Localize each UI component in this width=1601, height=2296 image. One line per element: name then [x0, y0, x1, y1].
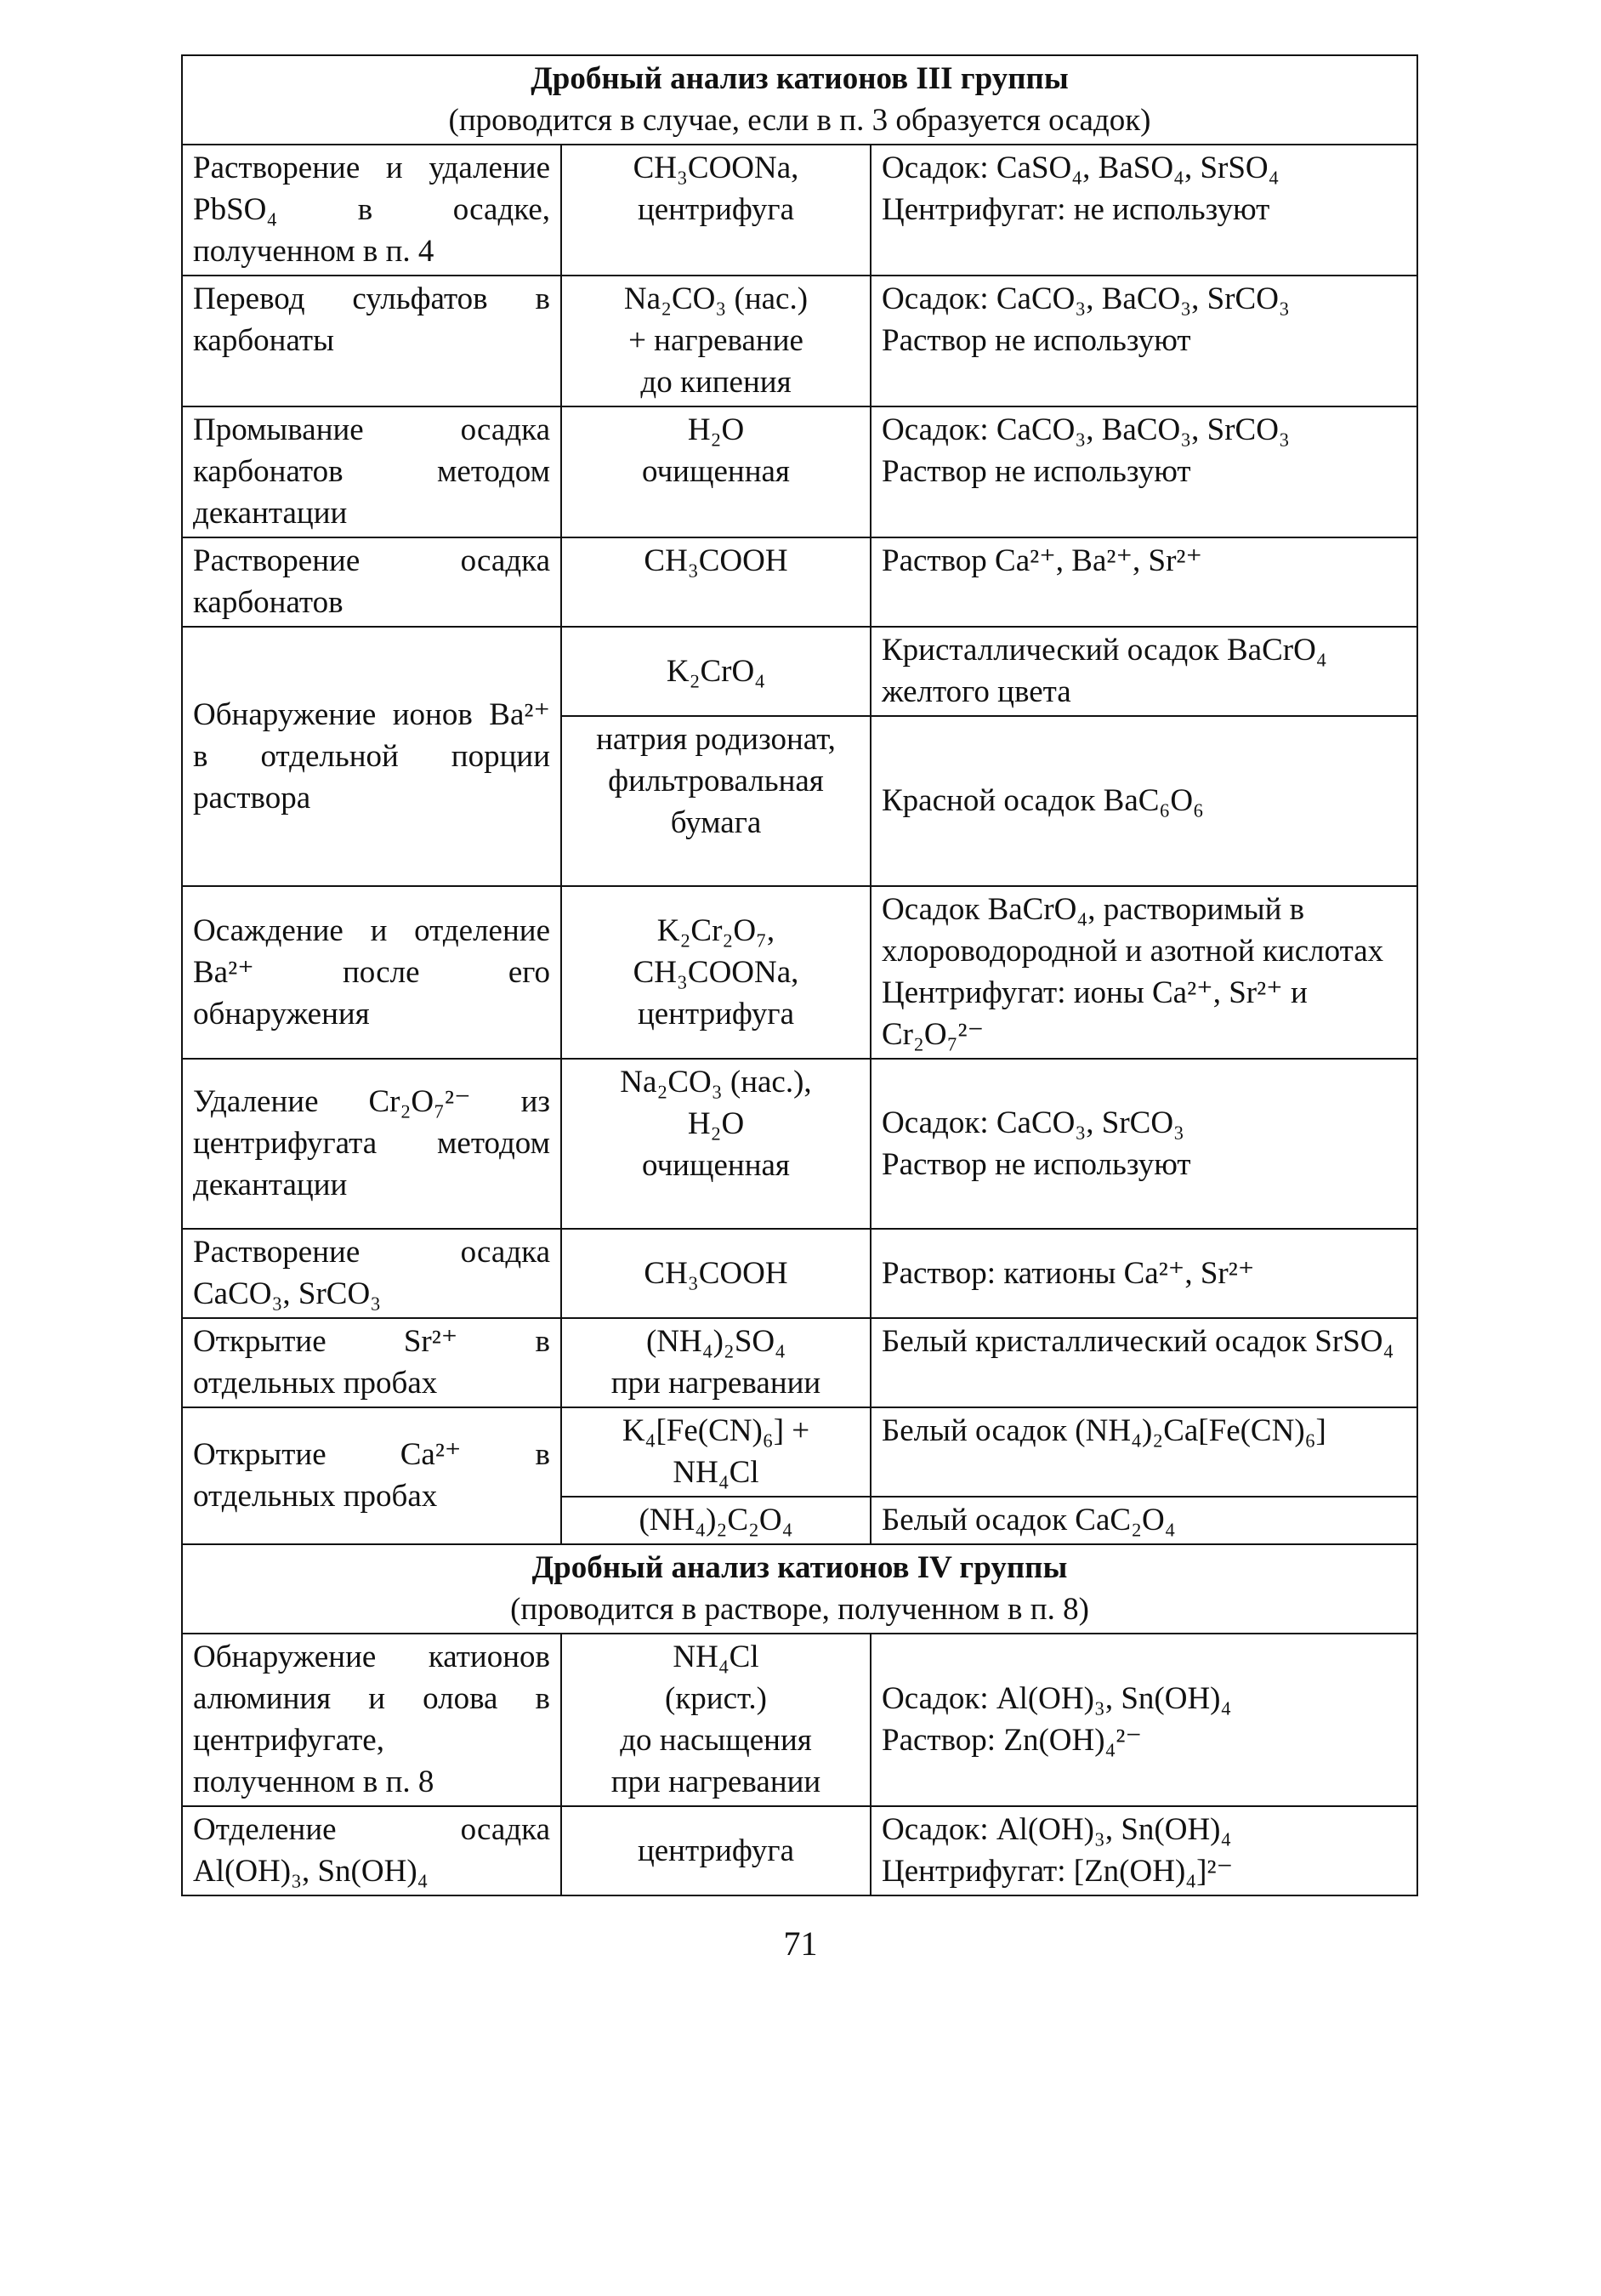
table-row: [182, 1407, 1417, 1497]
operation-cell: Открытие Sr²⁺ в отдельных пробах: [182, 1318, 561, 1407]
table-row: [182, 1806, 1417, 1895]
table-row: [182, 537, 1417, 627]
result-cell: [871, 1059, 1417, 1229]
result-cell: Красной осадок BaC₆O₆: [871, 716, 1417, 886]
result-cell: Белый осадок CaC₂O₄: [871, 1497, 1417, 1544]
reagent-cell: [561, 1059, 871, 1229]
table-row: [182, 1318, 1417, 1407]
result-cell: [871, 1634, 1417, 1806]
reagent-text: H₂O очищенная: [642, 412, 790, 489]
table-row: [182, 627, 1417, 716]
reagent-text: Na₂CO₃ (нас.) + нагревание до кипения: [623, 281, 809, 400]
reagent-text: (NH₄)₂SO₄ при нагревании: [610, 1324, 821, 1401]
table-row: [182, 406, 1417, 537]
operation-cell: Осаждение и отделение Ba²⁺ после его обнаружения: [182, 886, 561, 1059]
result-text: Осадок: CaSO₄, BaSO₄, SrSO₄ Центрифугат: не используют: [882, 151, 1280, 227]
section-header-group-4: [182, 1544, 1417, 1634]
table-row: [182, 145, 1417, 276]
result-cell: [871, 406, 1417, 537]
result-text: Осадок: Al(OH)₃, Sn(OH)₄ Раствор: Zn(OH)₄²⁻: [882, 1681, 1232, 1758]
reagent-cell: центрифуга: [561, 1806, 871, 1895]
operation-cell: Растворение и удаление PbSO₄ в осадке, полученном в п. 4: [182, 145, 561, 276]
result-cell: Осадок BaCrO₄, растворимый в хлороводородной и азотной кислотах Центрифугат: ионы Ca²⁺, Sr²⁺ и Cr₂O₇²⁻: [871, 886, 1417, 1059]
section-title: Дробный анализ катионов IV группы: [531, 1550, 1068, 1585]
reagent-text: NH₄Cl (крист.) до насыщения при нагревании: [610, 1640, 821, 1799]
section-header-row: [182, 1544, 1417, 1634]
section-title: Дробный анализ катионов III группы: [531, 61, 1069, 96]
reagent-text: Na₂CO₃ (нас.), H₂O очищенная: [620, 1065, 812, 1183]
result-cell: Раствор: катионы Ca²⁺, Sr²⁺: [871, 1229, 1417, 1318]
reagent-cell: [561, 886, 871, 1059]
reagent-cell: CH₃COOH: [561, 1229, 871, 1318]
reagent-cell: (NH₄)₂C₂O₄: [561, 1497, 871, 1544]
result-cell: [871, 1806, 1417, 1895]
reagent-cell: [561, 406, 871, 537]
result-cell: [871, 276, 1417, 406]
result-text: Осадок: CaCO₃, BaCO₃, SrCO₃ Раствор не используют: [882, 412, 1290, 489]
operation-cell: Обнаружение катионов алюминия и олова в центрифугате, полученном в п. 8: [182, 1634, 561, 1806]
table-row: [182, 1634, 1417, 1806]
result-cell: [871, 145, 1417, 276]
operation-cell: Растворение осадка CaCO₃, SrCO₃: [182, 1229, 561, 1318]
operation-cell: Промывание осадка карбонатов методом декантации: [182, 406, 561, 537]
operation-cell: Перевод сульфатов в карбонаты: [182, 276, 561, 406]
reagent-text: натрия родизонат, фильтровальная бумага: [596, 722, 836, 840]
operation-cell: Обнаружение ионов Ba²⁺ в отдельной порции раствора: [182, 627, 561, 886]
table-row: [182, 276, 1417, 406]
reagent-cell: [561, 716, 871, 886]
reagent-cell: [561, 276, 871, 406]
table-row: [182, 1059, 1417, 1229]
page-number: 71: [783, 1924, 818, 1963]
reagent-text: K₂Cr₂O₇, CH₃COONa, центрифуга: [633, 912, 799, 1031]
reagent-cell: CH₃COOH: [561, 537, 871, 627]
reagent-cell: [561, 1407, 871, 1497]
cation-analysis-table: [181, 54, 1418, 1896]
section-subtitle: (проводится в растворе, полученном в п. 8): [510, 1592, 1089, 1627]
section-header-row: [182, 55, 1417, 145]
section-subtitle: (проводится в случае, если в п. 3 образуется осадок): [448, 103, 1151, 138]
table-row: [182, 886, 1417, 1059]
reagent-text: K₄[Fe(CN)₆] + NH₄Cl: [622, 1413, 810, 1490]
operation-cell: Растворение осадка карбонатов: [182, 537, 561, 627]
result-text: Осадок: CaCO₃, SrCO₃ Раствор не используют: [882, 1105, 1191, 1182]
operation-cell: Отделение осадка Al(OH)₃, Sn(OH)₄: [182, 1806, 561, 1895]
result-text: Осадок: CaCO₃, BaCO₃, SrCO₃ Раствор не используют: [882, 281, 1290, 358]
reagent-cell: [561, 1634, 871, 1806]
section-header-group-3: [182, 55, 1417, 145]
result-cell: Кристаллический осадок BaCrO₄ желтого цвета: [871, 627, 1417, 716]
reagent-cell: [561, 1318, 871, 1407]
result-cell: Раствор Ca²⁺, Ba²⁺, Sr²⁺: [871, 537, 1417, 627]
table-row: [182, 1229, 1417, 1318]
operation-cell: Открытие Ca²⁺ в отдельных пробах: [182, 1407, 561, 1544]
result-cell: Белый осадок (NH₄)₂Ca[Fe(CN)₆]: [871, 1407, 1417, 1497]
operation-cell: Удаление Cr₂O₇²⁻ из центрифугата методом декантации: [182, 1059, 561, 1229]
result-text: Осадок: Al(OH)₃, Sn(OH)₄ Центрифугат: [Zn(OH)₄]²⁻: [882, 1812, 1234, 1889]
reagent-cell: K₂CrO₄: [561, 627, 871, 716]
result-cell: Белый кристаллический осадок SrSO₄: [871, 1318, 1417, 1407]
reagent-cell: CH₃COONa, центрифуга: [561, 145, 871, 276]
